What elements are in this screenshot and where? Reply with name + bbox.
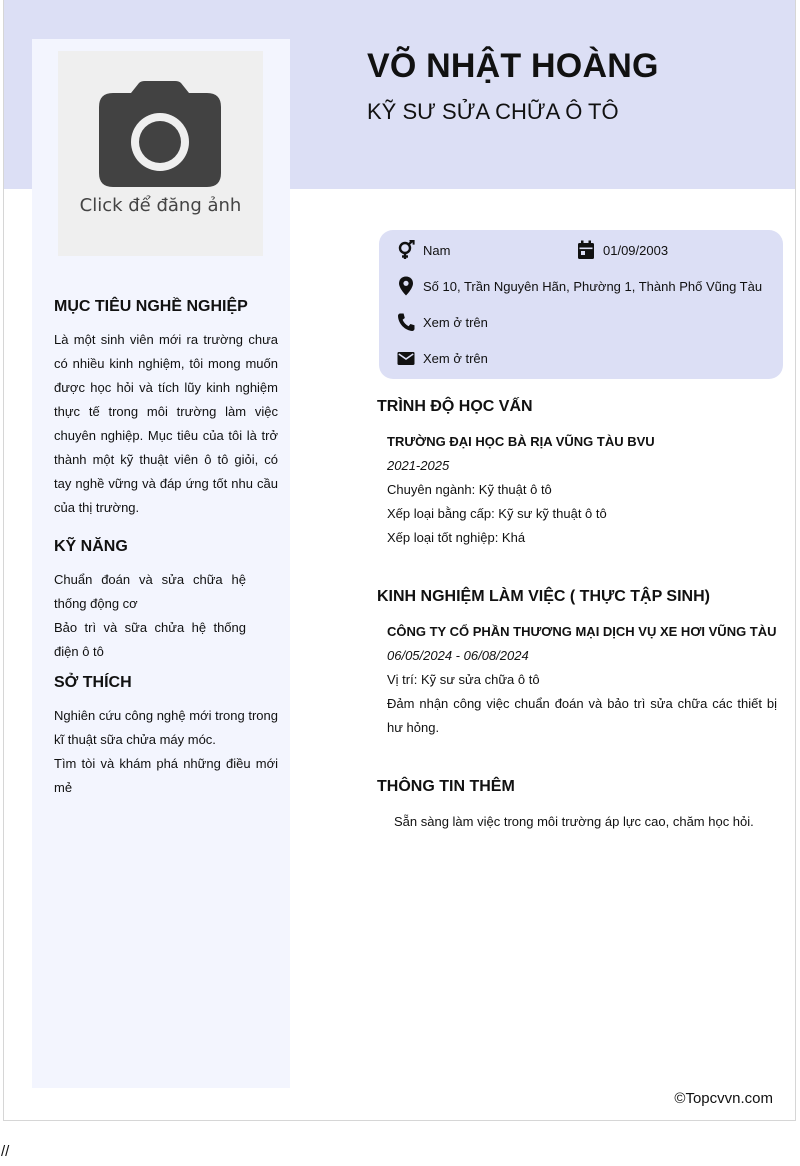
education-time: 2021-2025 bbox=[387, 458, 450, 473]
skills-section bbox=[54, 538, 278, 664]
photo-upload[interactable] bbox=[58, 51, 263, 256]
camera-icon bbox=[99, 81, 221, 187]
career-objective-text: Là một sinh viên mới ra trường chưa có nhiều kinh nghiệm, tôi mong muốn được học hỏi và tích lũy kinh nghiệm thực tế trong môi trường làm việc chuyên nghiệp. Mục tiêu của tôi là trở thành một kỹ thuật viên ô tô giỏi, có tay nghề vững và đáp ứng tốt nhu cầu của thị trường. bbox=[54, 332, 278, 515]
additional-info-heading: THÔNG TIN THÊM bbox=[377, 778, 515, 795]
education-heading: TRÌNH ĐỘ HỌC VẤN bbox=[377, 398, 533, 415]
location-pin-icon bbox=[397, 276, 415, 296]
birthday-row bbox=[577, 238, 668, 262]
address-row bbox=[397, 274, 762, 298]
education-section bbox=[377, 398, 777, 550]
education-degree: Xếp loại bằng cấp: Kỹ sư kỹ thuật ô tô bbox=[387, 506, 607, 521]
additional-info-text: Sẵn sàng làm việc trong môi trường áp lực cao, chăm học hỏi. bbox=[394, 814, 754, 829]
education-major: Chuyên ngành: Kỹ thuật ô tô bbox=[387, 482, 552, 497]
skill-item: Bảo trì và sữa chửa hệ thống điện ô tô bbox=[54, 620, 246, 659]
candidate-title: KỸ SƯ SỬA CHỮA Ô TÔ bbox=[367, 99, 619, 124]
contact-info-box bbox=[379, 230, 783, 379]
experience-description: Đảm nhận công việc chuẩn đoán và bảo trì sửa chữa các thiết bị hư hỏng. bbox=[387, 696, 777, 735]
phone-row bbox=[397, 310, 488, 334]
experience-entry bbox=[387, 620, 777, 740]
email-row bbox=[397, 346, 488, 370]
experience-position: Vị trí: Kỹ sư sửa chữa ô tô bbox=[387, 672, 540, 687]
gender-value: Nam bbox=[423, 242, 451, 258]
hobby-item: Tìm tòi và khám phá những điều mới mẻ bbox=[54, 756, 278, 795]
hobbies-section bbox=[54, 674, 278, 800]
skills-heading: KỸ NĂNG bbox=[54, 538, 128, 555]
hobbies-heading: SỞ THÍCH bbox=[54, 674, 132, 691]
experience-time: 06/05/2024 - 06/08/2024 bbox=[387, 648, 529, 663]
photo-upload-label: Click để đăng ảnh bbox=[79, 195, 242, 216]
school-name: TRƯỜNG ĐẠI HỌC BÀ RỊA VŨNG TÀU BVU bbox=[387, 434, 655, 449]
gender-row bbox=[397, 238, 450, 262]
address-value: Số 10, Trần Nguyên Hãn, Phường 1, Thành Phố Vũng Tàu bbox=[423, 278, 763, 294]
gender-icon bbox=[397, 240, 415, 260]
skill-item: Chuẩn đoán và sửa chữa hệ thống động cơ bbox=[54, 572, 246, 611]
education-grade: Xếp loại tốt nghiệp: Khá bbox=[387, 530, 526, 545]
cv-page bbox=[3, 0, 796, 1121]
hobby-item: Nghiên cứu công nghệ mới trong trong kĩ thuật sữa chửa máy móc. bbox=[54, 708, 278, 747]
phone-icon bbox=[397, 312, 415, 332]
experience-heading: KINH NGHIỆM LÀM VIỆC ( THỰC TẬP SINH) bbox=[377, 588, 710, 605]
email-value: Xem ở trên bbox=[423, 350, 488, 366]
phone-value: Xem ở trên bbox=[423, 314, 488, 330]
birthday-value: 01/09/2003 bbox=[603, 242, 669, 258]
career-objective-section bbox=[54, 298, 278, 520]
additional-info-section bbox=[377, 778, 777, 834]
calendar-icon bbox=[577, 240, 595, 260]
education-entry bbox=[387, 430, 777, 550]
candidate-name: VÕ NHẬT HOÀNG bbox=[367, 47, 659, 85]
experience-section bbox=[377, 588, 777, 740]
email-icon bbox=[397, 348, 415, 368]
page-marker: // bbox=[1, 1143, 10, 1160]
career-objective-heading: MỤC TIÊU NGHỀ NGHIỆP bbox=[54, 298, 248, 315]
company-name: CÔNG TY CỔ PHẦN THƯƠNG MẠI DỊCH VỤ XE HƠI VŨNG TÀU bbox=[387, 624, 777, 639]
brand-footer: ©Topcvvn.com bbox=[674, 1090, 773, 1107]
